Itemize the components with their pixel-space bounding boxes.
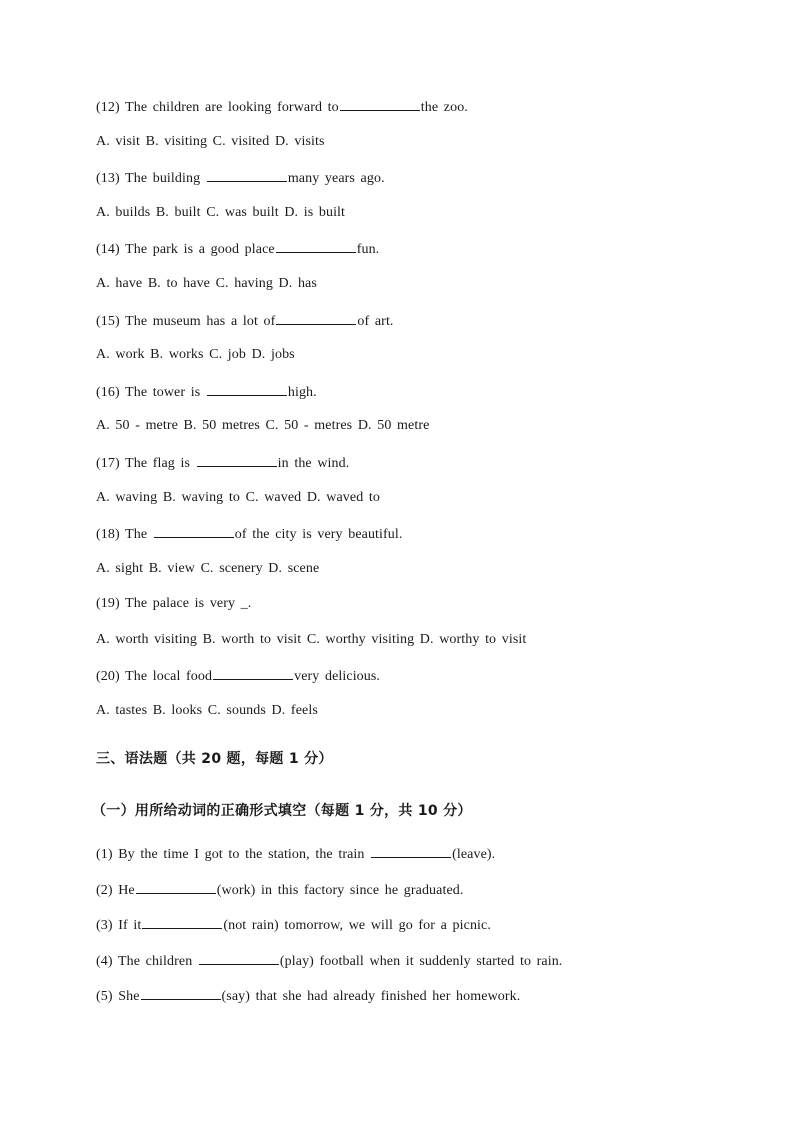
question-14-options: A. have B. to have C. having D. has (96, 276, 317, 291)
verb-item-2-before: (2) He (96, 883, 135, 898)
answer-blank (340, 97, 420, 111)
question-17-text-before: (17) The flag is (96, 456, 196, 471)
verb-item-5-after: (say) that she had already finished her homework. (221, 989, 521, 1004)
question-18-options: A. sight B. view C. scenery D. scene (96, 561, 320, 576)
question-16-options: A. 50 - metre B. 50 metres C. 50 - metres D. 50 metre (96, 418, 430, 433)
verb-item-1 (96, 844, 495, 864)
answer-blank (154, 524, 234, 538)
verb-item-3-after: (not rain) tomorrow, we will go for a picnic. (223, 918, 491, 933)
question-15-text-before: (15) The museum has a lot of (96, 314, 276, 329)
question-12-text-after: the zoo. (420, 100, 468, 115)
verb-item-2-after: (work) in this factory since he graduated. (216, 883, 464, 898)
answer-blank (199, 951, 279, 965)
question-16-stem (96, 382, 317, 402)
answer-blank (207, 168, 287, 182)
question-20-text-before: (20) The local food (96, 669, 213, 684)
question-12-options: A. visit B. visiting C. visited D. visits (96, 134, 325, 149)
verb-item-3-before: (3) If it (96, 918, 142, 933)
question-16-text-after: high. (287, 385, 317, 400)
part-heading: （一）用所给动词的正确形式填空（每题 1 分，共 10 分） (92, 803, 472, 819)
answer-blank (276, 311, 356, 325)
answer-blank (213, 666, 293, 680)
question-15-stem (96, 311, 394, 331)
question-17-text-after: in the wind. (277, 456, 350, 471)
question-20-stem (96, 666, 380, 686)
answer-blank (141, 986, 221, 1000)
verb-item-4-after: (play) football when it suddenly started to rain. (279, 954, 563, 969)
verb-item-5-before: (5) She (96, 989, 140, 1004)
question-15-text-after: of art. (357, 314, 394, 329)
answer-blank (142, 915, 222, 929)
question-19-text: (19) The palace is very _. (96, 596, 252, 611)
answer-blank (197, 453, 277, 467)
question-14-text-before: (14) The park is a good place (96, 242, 275, 257)
answer-blank (371, 844, 451, 858)
verb-item-4 (96, 951, 562, 971)
question-20-text-after: very delicious. (294, 669, 381, 684)
question-18-stem (96, 524, 402, 544)
question-18-text-before: (18) The (96, 527, 153, 542)
verb-item-3 (96, 915, 491, 935)
question-15-options: A. work B. works C. job D. jobs (96, 347, 295, 362)
answer-blank (136, 880, 216, 894)
question-13-stem (96, 168, 385, 188)
answer-blank (276, 239, 356, 253)
question-19-options: A. worth visiting B. worth to visit C. worthy visiting D. worthy to visit (96, 632, 527, 647)
section-heading: 三、语法题（共 20 题，每题 1 分） (96, 751, 333, 767)
question-17-options: A. waving B. waving to C. waved D. waved to (96, 490, 380, 505)
answer-blank (207, 382, 287, 396)
question-12-text-before: (12) The children are looking forward to (96, 100, 339, 115)
question-18-text-after: of the city is very beautiful. (234, 527, 403, 542)
question-16-text-before: (16) The tower is (96, 385, 206, 400)
question-13-text-after: many years ago. (287, 171, 385, 186)
question-12-stem (96, 97, 468, 117)
question-13-options: A. builds B. built C. was built D. is built (96, 205, 346, 220)
question-20-options: A. tastes B. looks C. sounds D. feels (96, 703, 318, 718)
verb-item-1-before: (1) By the time I got to the station, the train (96, 847, 371, 862)
question-13-text-before: (13) The building (96, 171, 206, 186)
question-14-stem (96, 239, 379, 259)
question-19-stem (96, 595, 251, 613)
verb-item-4-before: (4) The children (96, 954, 198, 969)
question-14-text-after: fun. (356, 242, 380, 257)
question-17-stem (96, 453, 349, 473)
verb-item-2 (96, 880, 463, 900)
verb-item-1-after: (leave). (452, 847, 496, 862)
verb-item-5 (96, 986, 520, 1006)
